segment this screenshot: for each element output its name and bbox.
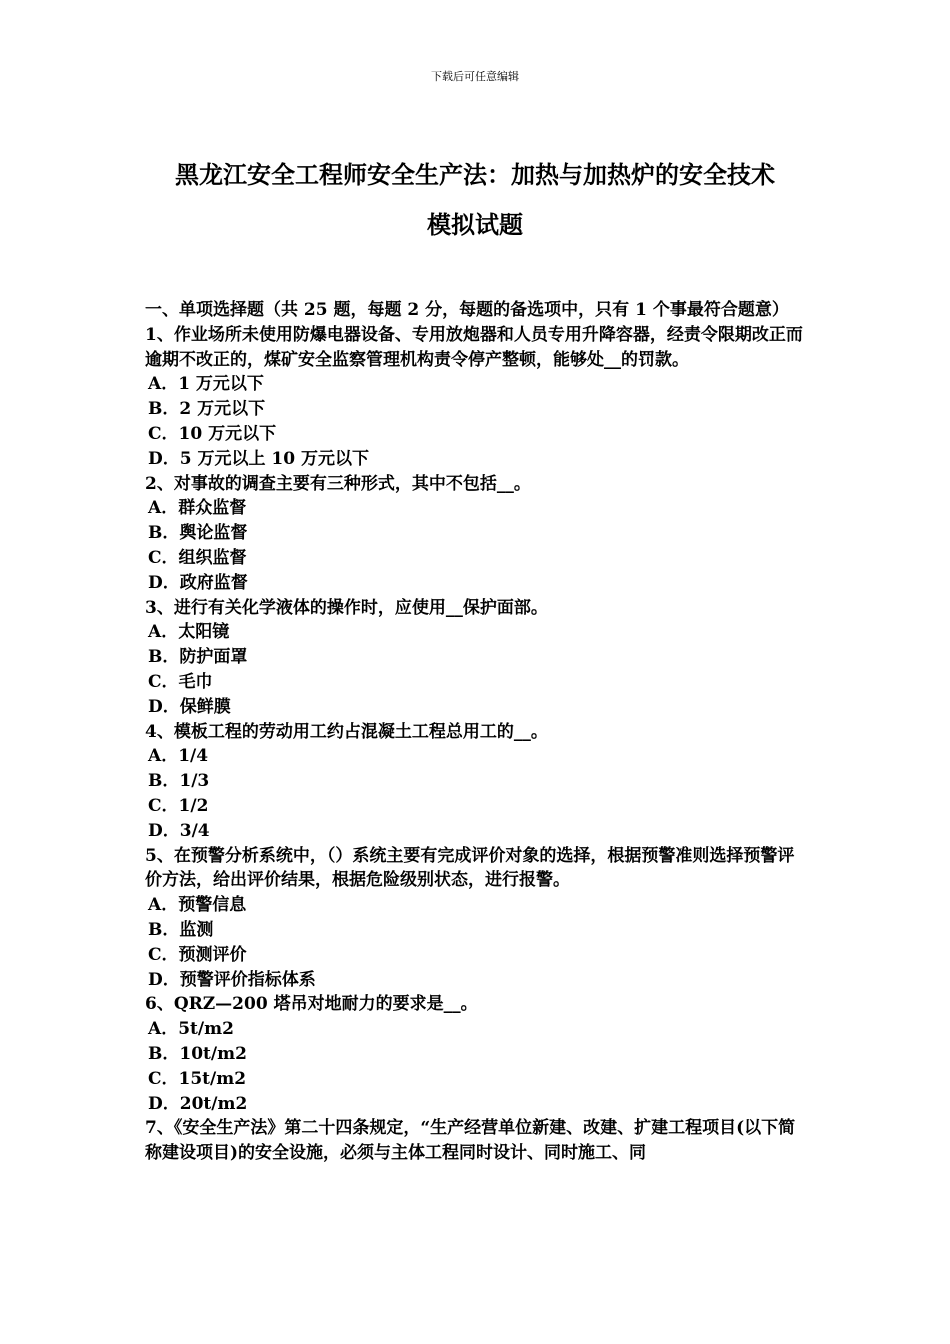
section-heading: 一、单项选择题（共 25 题，每题 2 分，每题的备选项中，只有 1 个事最符合题意） [145,300,789,320]
question-text: 1、作业场所未使用防爆电器设备、专用放炮器和人员专用升降容器，经责令限期改正而逾期不改正的，煤矿安全监察管理机构责令停产整顿，能够处__的罚款。 [145,324,803,370]
option-b: B．防护面罩 [148,647,248,668]
question-1 [145,323,807,472]
document-title [100,150,850,250]
question-text: 6、QRZ—200 塔吊对地耐力的要求是__。 [145,994,478,1015]
question-5 [145,844,807,993]
option-c: C．组织监督 [148,547,247,568]
option-a: A．1 万元以下 [148,374,264,395]
question-4 [145,720,807,844]
question-6 [145,992,807,1116]
question-7 [145,1116,807,1166]
question-2 [145,472,807,596]
question-text: 5、在预警分析系统中，（）系统主要有完成评价对象的选择，根据预警准则选择预警评价方法，给出评价结果，根据危险级别状态，进行报警。 [145,845,795,891]
option-d: D．20t/m2 [148,1093,248,1114]
option-b: B．舆论监督 [148,523,248,544]
question-text: 4、模板工程的劳动用工约占混凝土工程总用工的__。 [145,721,548,742]
option-d: D．政府监督 [148,572,248,593]
option-a: A．群众监督 [148,498,247,519]
page-header: 下载后可任意编辑 [431,70,519,83]
option-a: A．1/4 [148,746,209,767]
option-b: B．10t/m2 [148,1043,247,1064]
option-d: D．保鲜膜 [148,696,231,717]
option-d: D．5 万元以上 10 万元以下 [148,448,369,469]
option-c: C．15t/m2 [148,1068,247,1089]
question-text: 3、进行有关化学液体的操作时，应使用__保护面部。 [145,597,548,618]
option-c: C．毛巾 [148,671,213,692]
option-a: A．太阳镜 [148,622,230,643]
option-d: D．预警评价指标体系 [148,969,316,990]
option-a: A．预警信息 [148,895,247,916]
document-body [145,298,807,1166]
title-line-2: 模拟试题 [427,210,523,239]
option-c: C．10 万元以下 [148,423,277,444]
question-text: 2、对事故的调查主要有三种形式，其中不包括__。 [145,473,531,494]
title-line-1: 黑龙江安全工程师安全生产法：加热与加热炉的安全技术 [175,160,775,189]
option-c: C．1/2 [148,795,209,816]
option-d: D．3/4 [148,820,210,841]
option-c: C．预测评价 [148,944,247,965]
option-b: B．1/3 [148,771,210,792]
option-b: B．2 万元以下 [148,399,266,420]
question-3 [145,596,807,720]
option-a: A．5t/m2 [148,1019,234,1040]
question-text: 7、《安全生产法》第二十四条规定，“生产经营单位新建、改建、扩建工程项目(以下简称建设项目)的安全设施，必须与主体工程同时设计、同时施工、同 [145,1118,796,1164]
option-b: B．监测 [148,919,214,940]
